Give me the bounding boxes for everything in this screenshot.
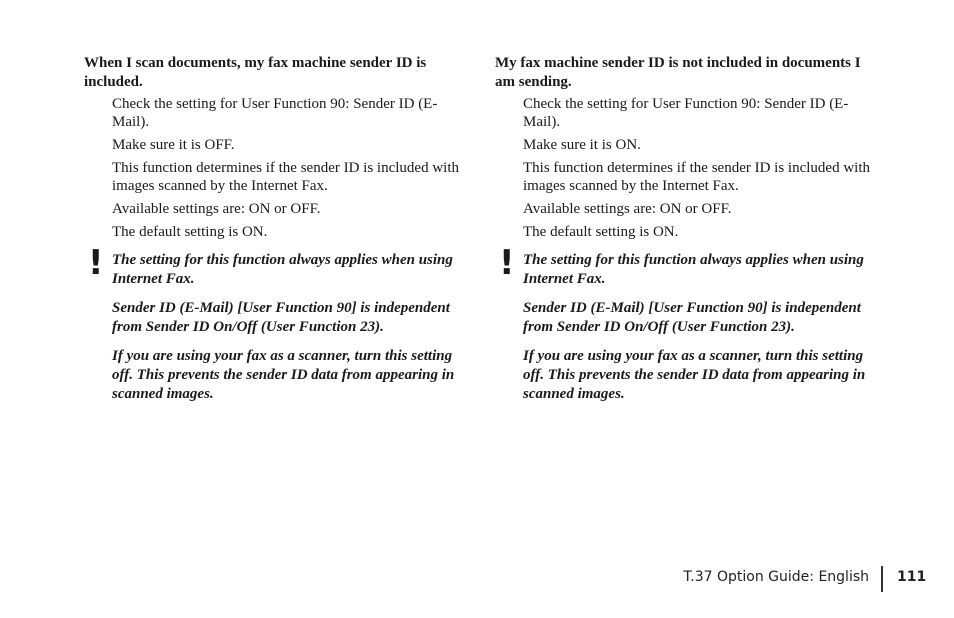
page-number: 111 [897,569,927,585]
right-column [495,54,883,414]
left-note: The setting for this function always applies when using Internet Fax. [112,252,453,287]
exclamation-icon: ! [88,243,104,283]
left-paragraph: Available settings are: ON or OFF. [112,201,321,217]
right-note: Sender ID (E-Mail) [User Function 90] is independent from Sender ID On/Off (User Function 23). [523,300,861,335]
left-heading: When I scan documents, my fax machine sender ID is included. [84,55,427,90]
right-note: If you are using your fax as a scanner, turn this setting off. This prevents the sender ID data from appearing in scanned images. [523,348,866,402]
right-paragraph: Available settings are: ON or OFF. [523,201,732,217]
left-paragraph: Make sure it is OFF. [112,137,235,153]
left-paragraph: Check the setting for User Function 90: Sender ID (E-Mail). [112,96,438,130]
left-paragraph: The default setting is ON. [112,224,268,240]
right-note: The setting for this function always applies when using Internet Fax. [523,252,864,287]
left-paragraph: This function determines if the sender ID is included with images scanned by the Internet Fax. [112,160,459,194]
right-paragraph: Make sure it is ON. [523,137,641,153]
right-paragraph: Check the setting for User Function 90: Sender ID (E-Mail). [523,96,849,130]
right-heading: My fax machine sender ID is not included in documents I am sending. [495,55,861,90]
left-body [88,95,472,404]
left-notes [88,243,472,404]
footer-divider [881,566,883,592]
exclamation-icon: ! [499,243,515,283]
left-note: If you are using your fax as a scanner, turn this setting off. This prevents the sender ID data from appearing in scanned images. [112,348,455,402]
right-paragraph: This function determines if the sender ID is included with images scanned by the Internet Fax. [523,160,870,194]
guide-title: T.37 Option Guide: English [683,569,869,585]
right-body [499,95,883,404]
page-footer [0,566,954,592]
right-paragraph: The default setting is ON. [523,224,679,240]
right-notes [499,243,883,404]
left-note: Sender ID (E-Mail) [User Function 90] is independent from Sender ID On/Off (User Function 23). [112,300,450,335]
left-column [84,54,472,414]
